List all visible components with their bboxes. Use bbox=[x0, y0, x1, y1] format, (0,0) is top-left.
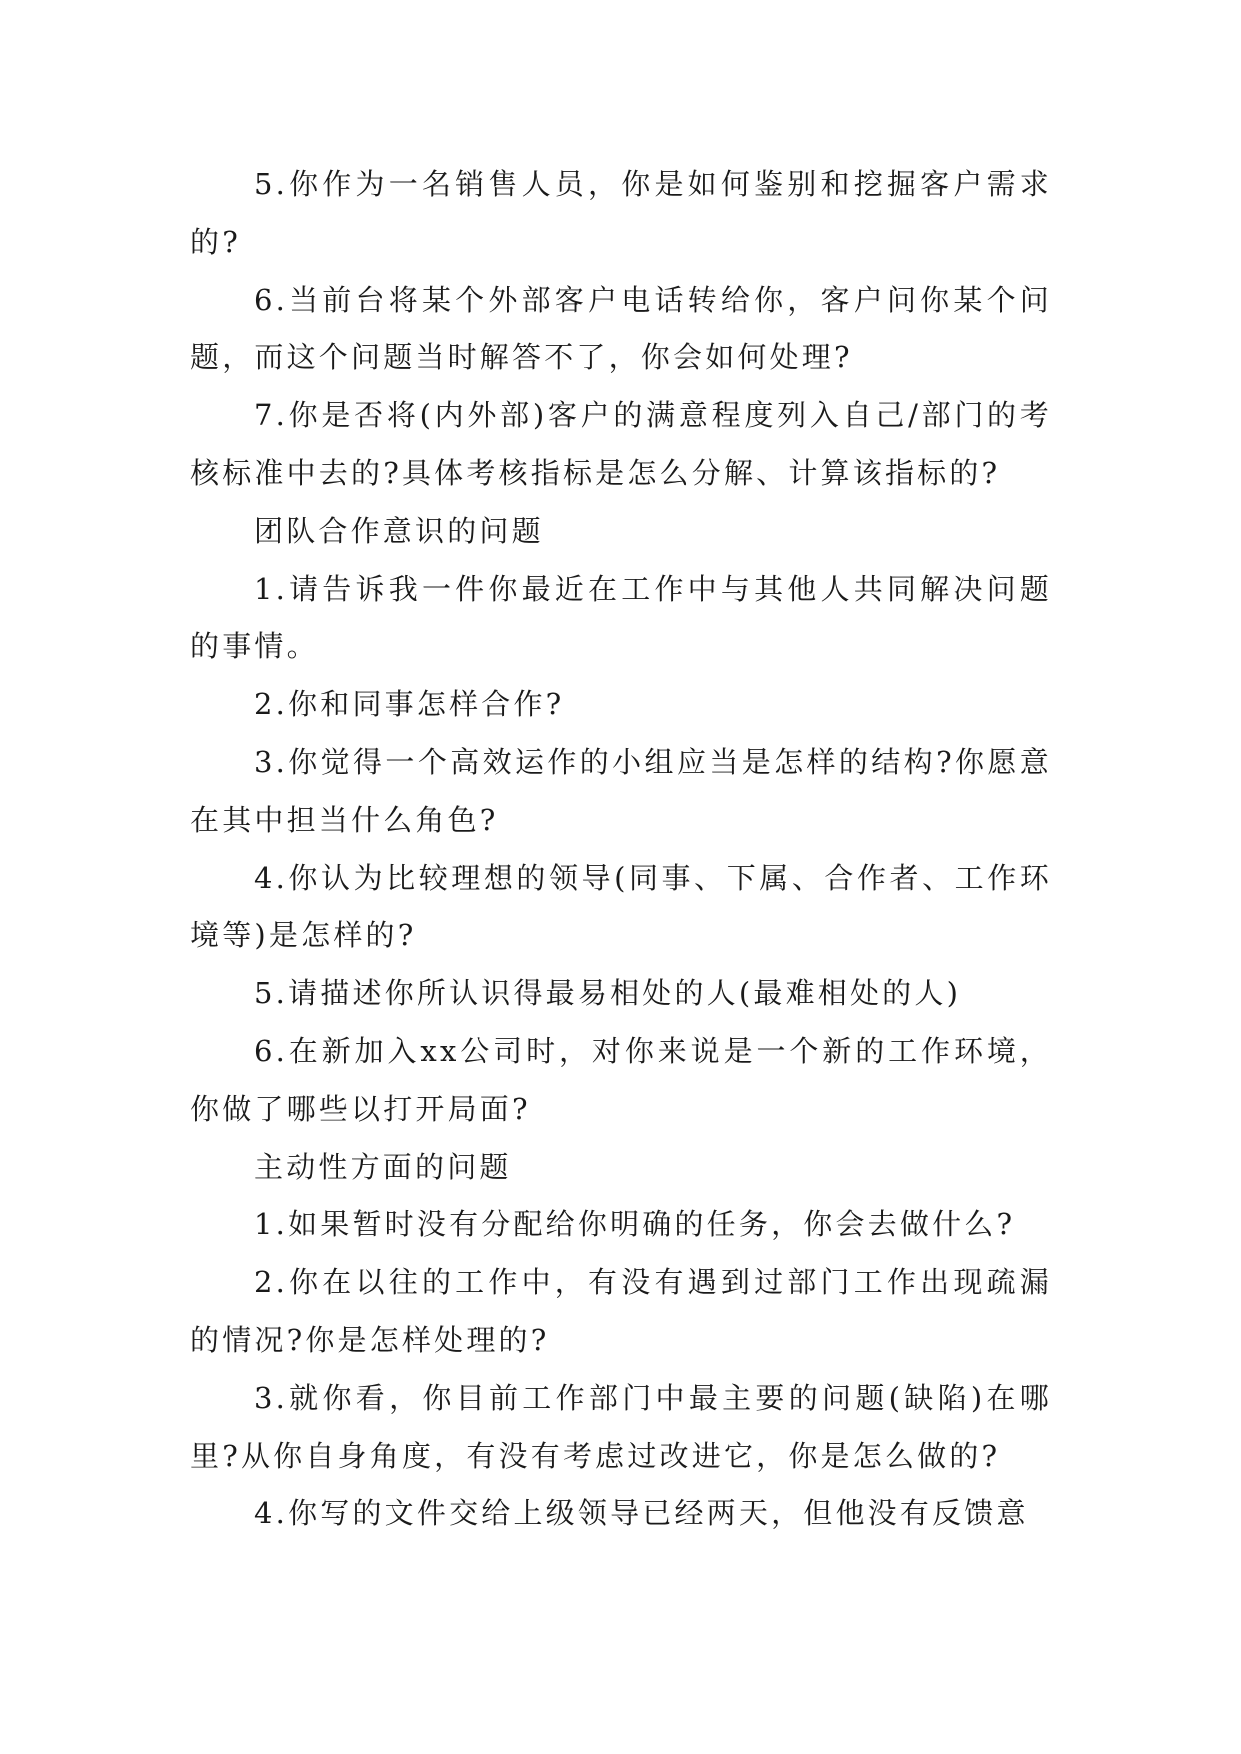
question-paragraph: 3.就你看，你目前工作部门中最主要的问题(缺陷)在哪里?从你自身角度，有没有考虑过改进它，你是怎么做的? bbox=[190, 1380, 1052, 1473]
question-paragraph: 4.你认为比较理想的领导(同事、下属、合作者、工作环境等)是怎样的? bbox=[190, 860, 1052, 953]
question-paragraph: 2.你在以往的工作中，有没有遇到过部门工作出现疏漏的情况?你是怎样处理的? bbox=[190, 1265, 1052, 1357]
question-paragraph: 3.你觉得一个高效运作的小组应当是怎样的结构?你愿意在其中担当什么角色? bbox=[190, 744, 1052, 837]
question-paragraph: 4.你写的文件交给上级领导已经两天，但他没有反馈意 bbox=[254, 1496, 1029, 1531]
question-paragraph: 5.请描述你所认识得最易相处的人(最难相处的人) bbox=[254, 976, 962, 1011]
question-paragraph: 5.你作为一名销售人员，你是如何鉴别和挖掘客户需求的? bbox=[190, 167, 1052, 259]
question-paragraph: 1.如果暂时没有分配给你明确的任务，你会去做什么? bbox=[254, 1207, 1016, 1242]
question-paragraph: 2.你和同事怎样合作? bbox=[254, 687, 565, 722]
section-heading: 主动性方面的问题 bbox=[254, 1149, 512, 1184]
question-paragraph: 6.当前台将某个外部客户电话转给你，客户问你某个问题，而这个问题当时解答不了，你会如何处理? bbox=[190, 282, 1052, 375]
section-heading: 团队合作意识的问题 bbox=[254, 513, 544, 548]
document-body bbox=[190, 156, 1052, 1543]
question-paragraph: 1.请告诉我一件你最近在工作中与其他人共同解决问题的事情。 bbox=[190, 571, 1052, 664]
question-paragraph: 7.你是否将(内外部)客户的满意程度列入自己/部门的考核标准中去的?具体考核指标是怎么分解、计算该指标的? bbox=[190, 398, 1052, 490]
question-paragraph: 6.在新加入xx公司时，对你来说是一个新的工作环境，你做了哪些以打开局面? bbox=[190, 1033, 1052, 1126]
